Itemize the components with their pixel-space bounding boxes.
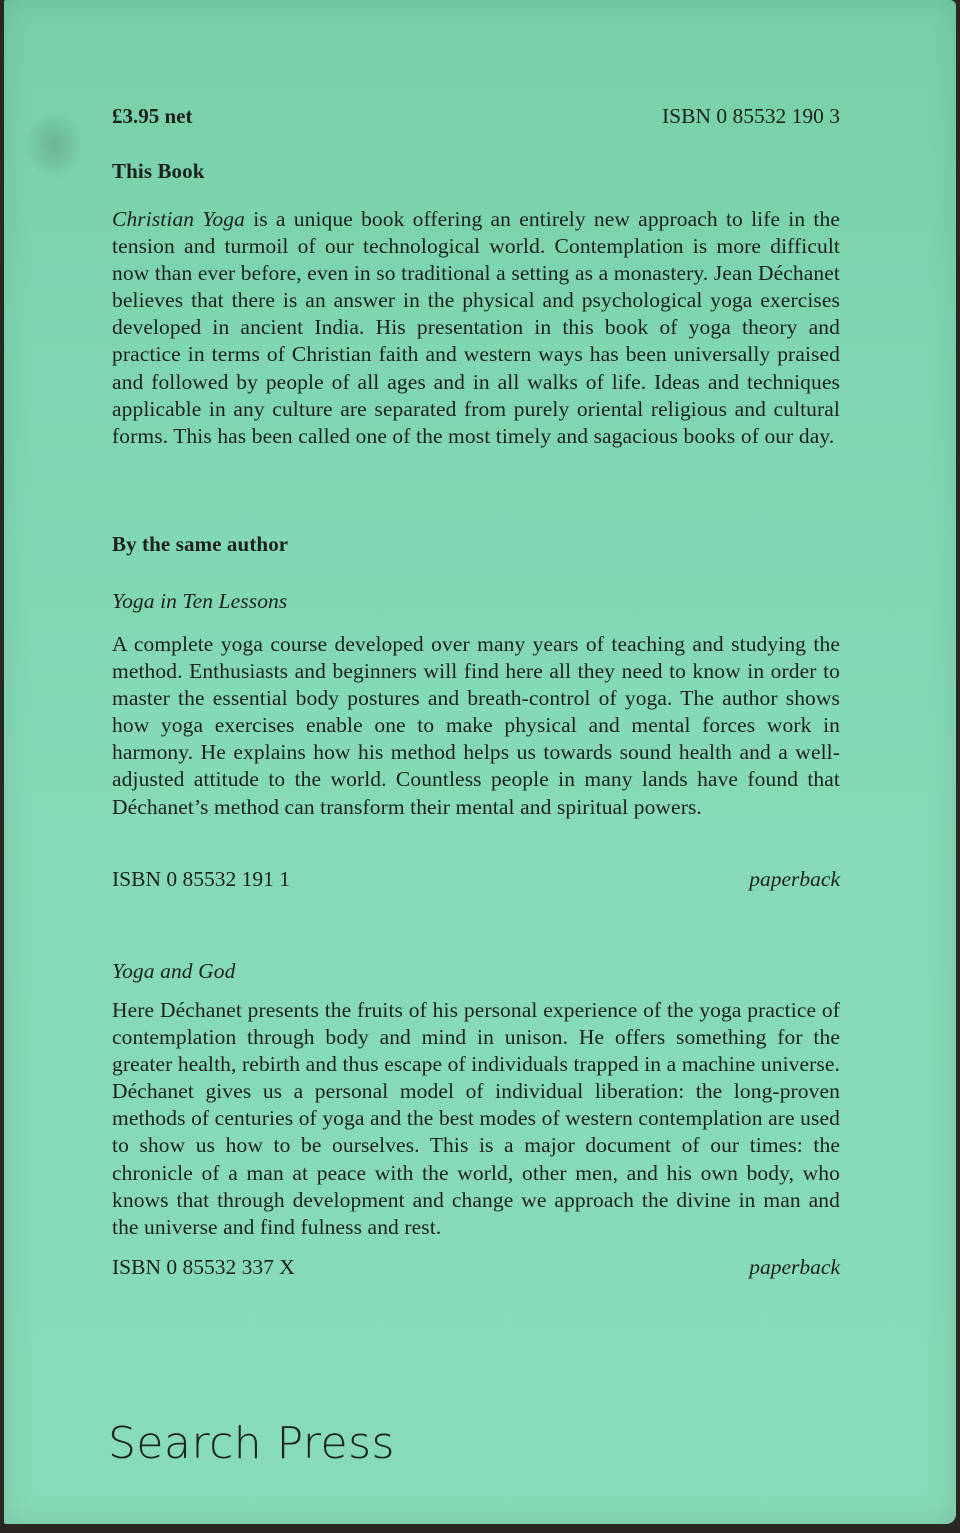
- book-description-yoga-and-god: Here Déchanet presents the fruits of his personal experience of the yoga practice of contemplation through body and mind in unison. He offers something for the greater health, rebirth and thus escape of individuals trapped in a machine universe. Déchanet gives us a personal model of individual liberation: the long-proven methods of centuries of yoga and the best modes of western contemplation are used to show us how to be ourselves. This is a major document of our times: the chronicle of a man at peace with the world, other men, and his own body, who knows that through development and change we approach the divine in man and the universe and find fulness and rest.: [112, 998, 840, 1239]
- book-isbn: ISBN 0 85532 191 1: [112, 867, 290, 891]
- book-meta-yoga-in-ten-lessons: [112, 867, 840, 892]
- this-book-description: [112, 206, 840, 450]
- publisher-logo: Search Press: [108, 1418, 395, 1469]
- book-back-cover: [4, 0, 956, 1524]
- book-title-yoga-and-god: Yoga and God: [112, 959, 236, 983]
- book-title-yoga-in-ten-lessons: Yoga in Ten Lessons: [112, 589, 288, 613]
- this-book-title: Christian Yoga: [112, 207, 245, 231]
- book-description-yoga-in-ten-lessons: A complete yoga course developed over many years of teaching and studying the method. Enthusiasts and beginners will find here all they need to know in order to master the essential body postures and breath-control of yoga. The author shows how yoga exercises enable one to make physical and mental forces work in harmony. He explains how his method helps us towards sound health and a well-adjusted attitude to the world. Countless people in many lands have found that Déchanet’s method can transform their mental and spiritual powers.: [112, 632, 840, 819]
- same-author-heading: By the same author: [112, 532, 289, 556]
- header-row: [112, 104, 840, 129]
- book-isbn: ISBN 0 85532 337 X: [112, 1255, 295, 1279]
- cover-smudge: [24, 110, 84, 180]
- book-format: paperback: [749, 867, 840, 891]
- this-book-text: is a unique book offering an entirely new approach to life in the tension and turmoil of our technological world. Contemplation is more difficult now than ever before, even in so traditional a setting as a monastery. Jean Déchanet believes that there is an answer in the physical and psychological yoga exercises developed in ancient India. His presentation in this book of yoga theory and practice in terms of Christian faith and western ways has been universally praised and followed by people of all ages and in all walks of life. Ideas and techniques applicable in any culture are separated from purely oriental religious and cultural forms. This has been called one of the most timely and sagacious books of our day.: [112, 207, 840, 448]
- main-isbn: ISBN 0 85532 190 3: [662, 104, 840, 128]
- book-format: paperback: [749, 1255, 840, 1279]
- book-meta-yoga-and-god: [112, 1255, 840, 1280]
- this-book-heading: This Book: [112, 159, 205, 183]
- price: £3.95 net: [112, 104, 193, 128]
